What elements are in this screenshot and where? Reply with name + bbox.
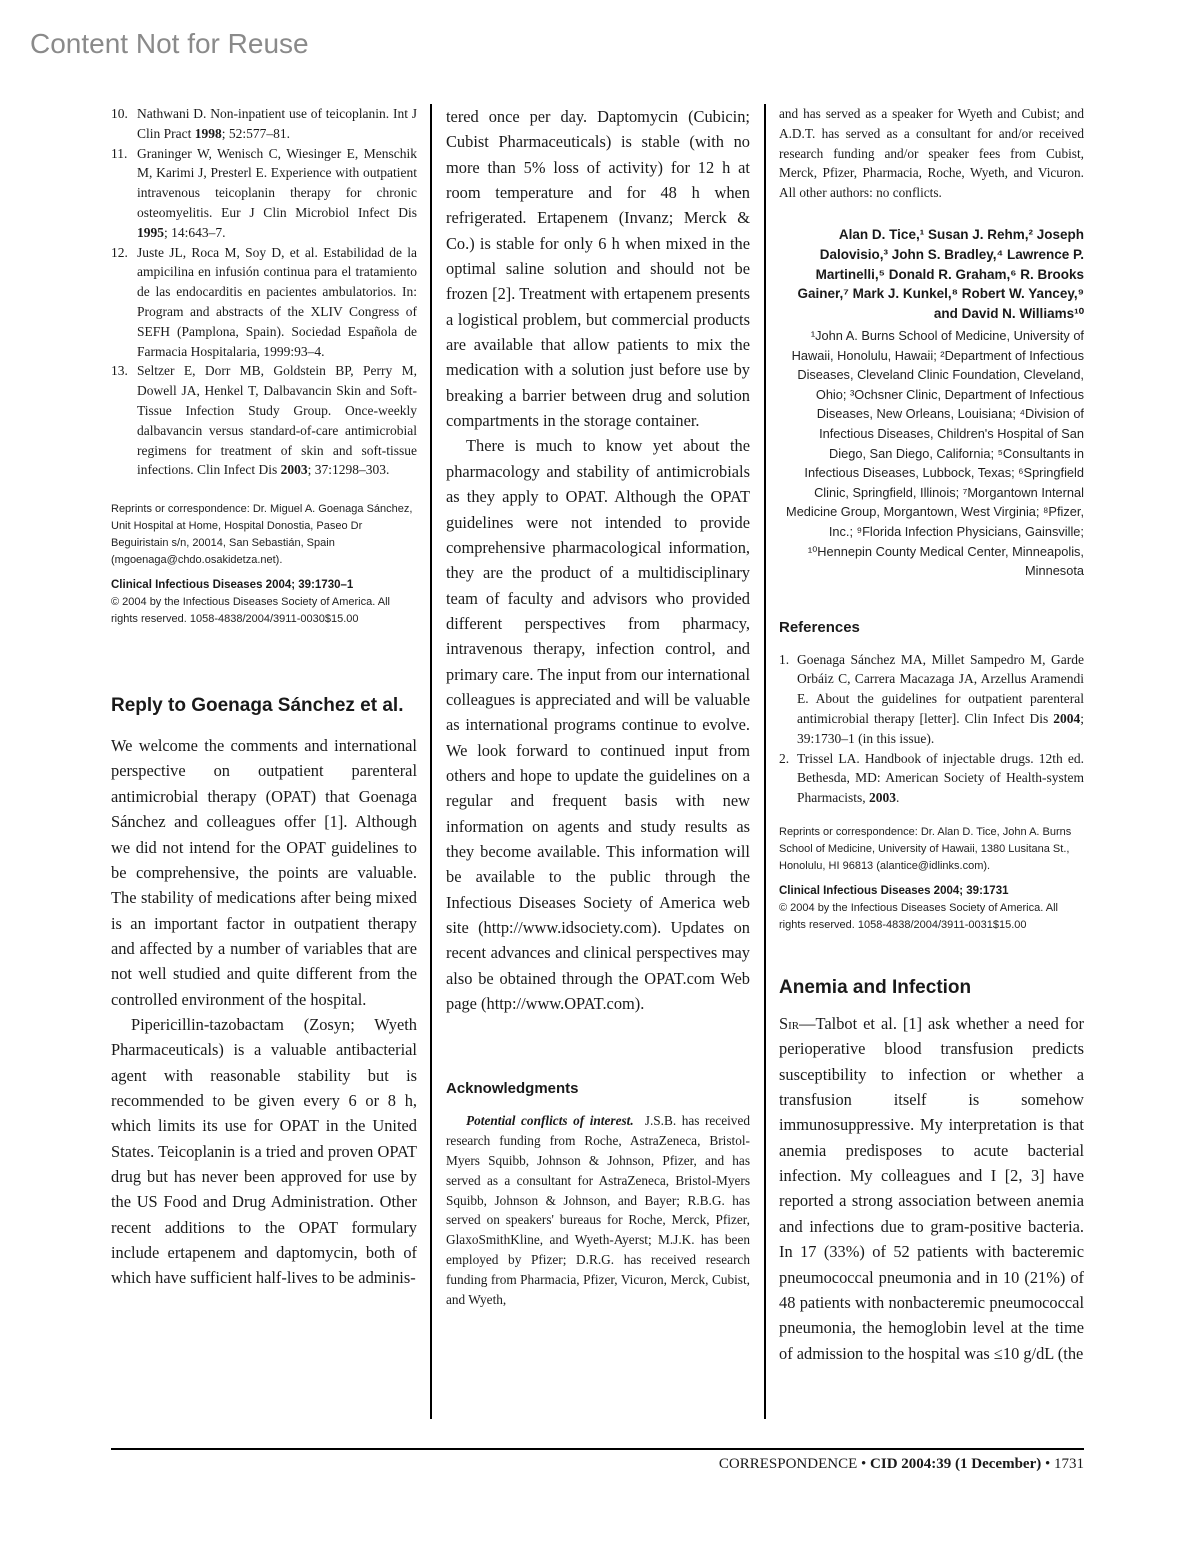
acknowledgments-text: and has served as a speaker for Wyeth and Cubist; and A.D.T. has served as a consultant for and/or received research funding and/or speaker fees from Cubist, Merck, Pfizer, Pharmacia, Roche, Wyeth, and Vicuron. All other authors: no conflicts. [779, 106, 1084, 201]
column-right [779, 104, 1084, 1366]
author-list: Alan D. Tice,¹ Susan J. Rehm,² Joseph Dalovisio,³ John S. Bradley,⁴ Lawrence P. Martinelli,⁵ Donald R. Graham,⁶ R. Brooks Gainer,⁷ Mark J. Kunkel,⁸ Robert W. Yancey,⁹ and David N. Williams¹⁰ [797, 226, 1084, 322]
acknowledgments-text: Potential conflicts of interest. J.S.B. has received research funding from Roche, AstraZeneca, Bristol-Myers Squibb, Johnson & Johnson, Pfizer, and has served as a consultant for AstraZeneca, Bristol-Myers Squibb, Johnson & Johnson, and Bayer; R.B.G. has served on speakers' bureaus for Roche, Merck, Pfizer, GlaxoSmithKline, and Wyeth-Ayerst; M.J.K. has been employed by Pfizer; D.R.G. has received research funding from Pharmacia, Pfizer, Vicuron, Merck, Cubist, and Wyeth, [446, 1113, 751, 1307]
column-middle [446, 104, 750, 1309]
watermark: Content Not for Reuse [30, 28, 309, 59]
copyright-note: © 2004 by the Infectious Diseases Society of America. All rights reserved. 1058-4838/2004/3911-0030$15.00 [111, 596, 390, 626]
copyright-note: © 2004 by the Infectious Diseases Society of America. All rights reserved. 1058-4838/2004/3911-0031$15.00 [779, 902, 1058, 932]
journal-citation: Clinical Infectious Diseases 2004; 39:1731 [779, 885, 1009, 898]
article-title: Reply to Goenaga Sánchez et al. [111, 695, 404, 717]
section-heading: Acknowledgments [446, 1080, 579, 1098]
body-paragraph: There is much to know yet about the pharmacology and stability of antimicrobials as they apply to OPAT. Although the OPAT guidelines were not intended to provide comprehensive pharmacological information, they are the product of a multidisciplinary team of faculty and advisors who provided different perspectives from pharmacy, intravenous therapy, infection control, and primary care. The input from our international colleagues is appreciated and will be valuable as international programs continue to evolve. We look forward to continued input from others and hope to update the guidelines on a regular and frequent basis with new information on agents and study results as they become available. This information will be available to the public through the Infectious Diseases Society of America web site (http://www.idsociety.com). Updates on recent advances and clinical perspectives may also be obtained through the OPAT.com Web page (http://www.OPAT.com). [446, 436, 750, 1014]
section-heading: References [779, 618, 860, 636]
reference-list [779, 650, 1084, 808]
reference-list [111, 104, 417, 480]
reference-item: 1. Goenaga Sánchez MA, Millet Sampedro M, Garde Orbáiz C, Carrera Macazaga JA, Arzellus Aramendi E. About the guidelines for outpatient parenteral antimicrobial therapy [letter]. Clin Infect Dis 2004; 39:1730–1 (in this issue). [779, 651, 1084, 746]
body-paragraph: Pipericillin-tazobactam (Zosyn; Wyeth Pharmaceuticals) is a valuable antibacterial agent with reasonable stability but is recommended to be given every 6 or 8 h, which limits its use for OPAT in the United States. Teicoplanin is a tried and proven OPAT drug but has never been approved for use by the US Food and Drug Administration. Other recent additions to the OPAT formulary include ertapenem and daptomycin, both of which have sufficient half-lives to be adminis- [111, 1014, 417, 1288]
body-paragraph: We welcome the comments and international perspective on outpatient parenteral antimicrobial therapy (OPAT) that Goenaga Sánchez and colleagues offer [1]. Although we did not intend for the OPAT guidelines to be comprehensive, the points are valuable. The stability of medications after being mixed is an important factor in outpatient therapy and affected by a number of variables that are not well studied and quite different from the controlled environment of the hospital. [111, 736, 417, 1009]
column-divider [764, 104, 766, 1419]
reference-item: 10. Nathwani D. Non-inpatient use of teicoplanin. Int J Clin Pract 1998; 52:577–81. [111, 106, 417, 141]
body-paragraph: tered once per day. Daptomycin (Cubicin; Cubist Pharmaceuticals) is stable (with no more than 5% loss of activity) for 12 h at room temperature and for 48 h when refrigerated. Ertapenem (Invanz; Merck & Co.) is stable for only 6 h when mixed in the optimal saline solution and should not be frozen [2]. Treatment with ertapenem presents a logistical problem, but commercial products are available that allow patients to mix the medication with a solution just before use by breaking a barrier between drug and solution compartments in the storage container. [446, 107, 750, 431]
reference-item: 11. Graninger W, Wenisch C, Wiesinger E, Menschik M, Karimi J, Presterl E. Experience with outpatient intravenous teicoplanin therapy for chronic osteomyelitis. Eur J Clin Microbiol Infect Dis 1995; 14:643–7. [111, 145, 417, 240]
article-title: Anemia and Infection [779, 977, 972, 999]
body-paragraph: Sir—Talbot et al. [1] ask whether a need for perioperative blood transfusion predicts susceptibility to infection or whether a transfusion itself is somehow immunosuppressive. My interpretation is that anemia predisposes to acute bacterial infection. My colleagues and I [2, 3] have reported a strong association between anemia and infections due to gram-positive bacteria. In 17 (33%) of 52 patients with bacteremic pneumococcal pneumonia and in 10 (21%) of 48 patients with nonbacteremic pneumococcal pneumonia, the hemoglobin level at the time of admission to the hospital was ≤10 g/dL (the [779, 1014, 1084, 1363]
column-left [111, 104, 417, 1291]
reprints-note: Reprints or correspondence: Dr. Alan D. Tice, John A. Burns School of Medicine, University of Hawaii, 1380 Lusitana St., Honolulu, HI 96813 (alantice@idlinks.com). [779, 826, 1072, 873]
page-footer: CORRESPONDENCE • CID 2004:39 (1 December) • 1731 [718, 1456, 1084, 1472]
journal-citation: Clinical Infectious Diseases 2004; 39:1730–1 [111, 579, 354, 592]
reprints-note: Reprints or correspondence: Dr. Miguel A. Goenaga Sánchez, Unit Hospital at Home, Hospital Donostia, Paseo Dr Beguiristain s/n, 20014, San Sebastián, Spain (mgoenaga@chdo.osakidetza.net). [111, 503, 413, 567]
reference-item: 2. Trissel LA. Handbook of injectable drugs. 12th ed. Bethesda, MD: American Society of Health-system Pharmacists, 2003. [779, 750, 1084, 806]
column-divider [430, 104, 432, 1419]
footer-rule [111, 1448, 1084, 1450]
author-affiliations: ¹John A. Burns School of Medicine, University of Hawaii, Honolulu, Hawaii; ²Department of Infectious Diseases, Cleveland Clinic Foundation, Cleveland, Ohio; ³Ochsner Clinic, Department of Infectious Diseases, New Orleans, Louisiana; ⁴Division of Infectious Diseases, Children's Hospital of San Diego, San Diego, California; ⁵Consultants in Infectious Diseases, Lubbock, Texas; ⁶Springfield Clinic, Springfield, Illinois; ⁷Morgantown Internal Medicine Group, Morgantown, West Virginia; ⁸Pfizer, Inc.; ⁹Florida Infection Physicians, Gainsville; ¹⁰Hennepin County Medical Center, Minneapolis, Minnesota [786, 327, 1084, 579]
reference-item: 13. Seltzer E, Dorr MB, Goldstein BP, Perry M, Dowell JA, Henkel T, Dalbavancin Skin and Soft-Tissue Infection Study Group. Once-weekly dalbavancin versus standard-of-care antimicrobial regimens for treatment of skin and soft-tissue infections. Clin Infect Dis 2003; 37:1298–303. [111, 363, 417, 478]
reference-item: 12. Juste JL, Roca M, Soy D, et al. Estabilidad de la ampicilina en infusión continua para el tratamiento de las endocarditis en pacientes ambulatorios. In: Program and abstracts of the XLIV Congress of SEFH (Pamplona, Spain). Sociedad Española de Farmacia Hospitalaria, 1999:93–4. [111, 244, 417, 359]
